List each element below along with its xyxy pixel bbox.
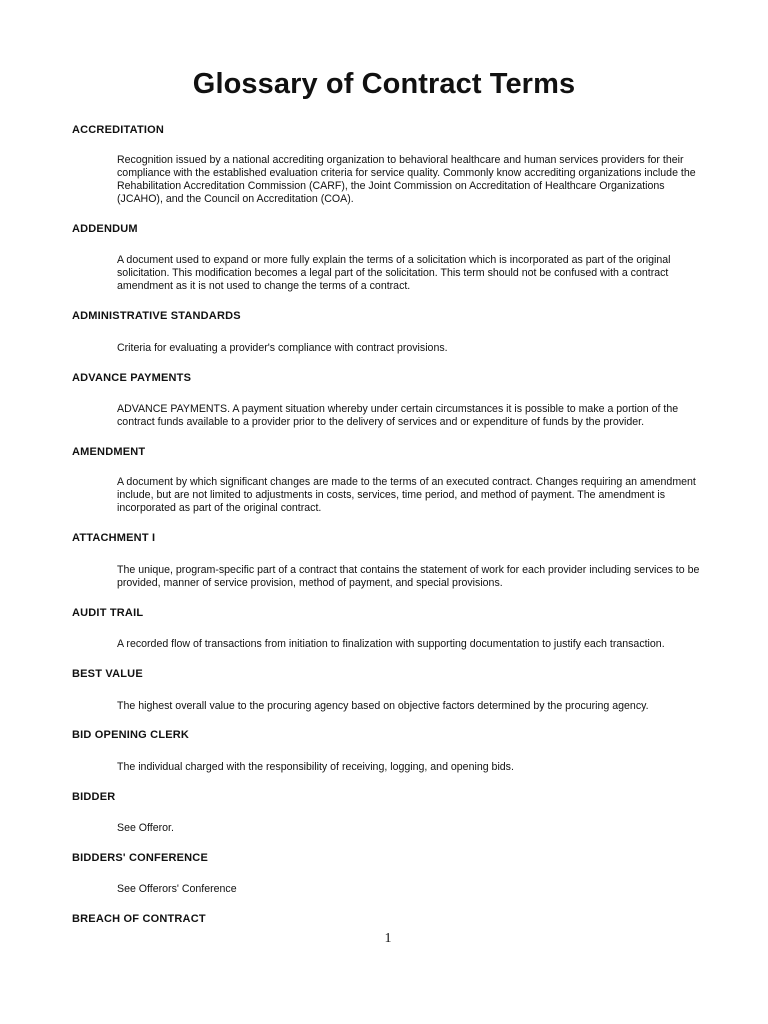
- term-heading: ACCREDITATION: [72, 124, 165, 136]
- term-definition: A recorded flow of transactions from initiation to finalization with supporting documentation to justify each transaction.: [117, 638, 665, 650]
- term-heading: BEST VALUE: [72, 668, 143, 680]
- page-title: Glossary of Contract Terms: [192, 68, 576, 100]
- term-heading: BREACH OF CONTRACT: [72, 913, 206, 925]
- term-definition: Recognition issued by a national accrediting organization to behavioral healthcare and human services providers for their compliance with the established evaluation criteria for service quality. Commonly know accrediting organizations include the Rehabilitation Accreditation Commission (CARF), the Joint Commission on Accreditation of Healthcare Organizations (JCAHO), and the Council on Accreditation (COA).: [117, 154, 696, 205]
- term-heading: AMENDMENT: [72, 446, 146, 458]
- term-definition: See Offeror.: [117, 822, 174, 834]
- term-definition: A document by which significant changes are made to the terms of an executed contract. Changes requiring an amendment include, but are not limited to adjustments in costs, services, time period, and method of payment. The amendment is incorporated as part of the original contract.: [117, 476, 696, 514]
- term-definition: The highest overall value to the procuring agency based on objective factors determined by the procuring agency.: [117, 700, 649, 712]
- term-heading: BIDDER: [72, 791, 116, 803]
- term-definition: The individual charged with the responsibility of receiving, logging, and opening bids.: [117, 761, 514, 773]
- term-definition: The unique, program-specific part of a contract that contains the statement of work for each provider including services to be provided, manner of service provision, method of payment, and special provisions.: [117, 564, 700, 589]
- term-heading: BID OPENING CLERK: [72, 729, 190, 741]
- term-definition: ADVANCE PAYMENTS. A payment situation whereby under certain circumstances it is possible to make a portion of the contract funds available to a provider prior to the delivery of services and or expenditure of funds by the provider.: [117, 403, 679, 428]
- term-heading: ADDENDUM: [72, 223, 138, 235]
- term-heading: AUDIT TRAIL: [72, 607, 144, 619]
- term-definition: See Offerors' Conference: [117, 883, 237, 895]
- term-definition: Criteria for evaluating a provider's compliance with contract provisions.: [117, 342, 448, 354]
- term-heading: ADMINISTRATIVE STANDARDS: [72, 310, 241, 322]
- term-definition: A document used to expand or more fully explain the terms of a solicitation which is incorporated as part of the original solicitation. This modification becomes a legal part of the solicitation. This term should not be confused with a contract amendment as it is not used to change the terms of a contract.: [117, 254, 671, 292]
- term-heading: ATTACHMENT I: [72, 532, 156, 544]
- page-number: 1: [384, 931, 392, 946]
- term-heading: ADVANCE PAYMENTS: [72, 372, 192, 384]
- term-heading: BIDDERS' CONFERENCE: [72, 852, 208, 864]
